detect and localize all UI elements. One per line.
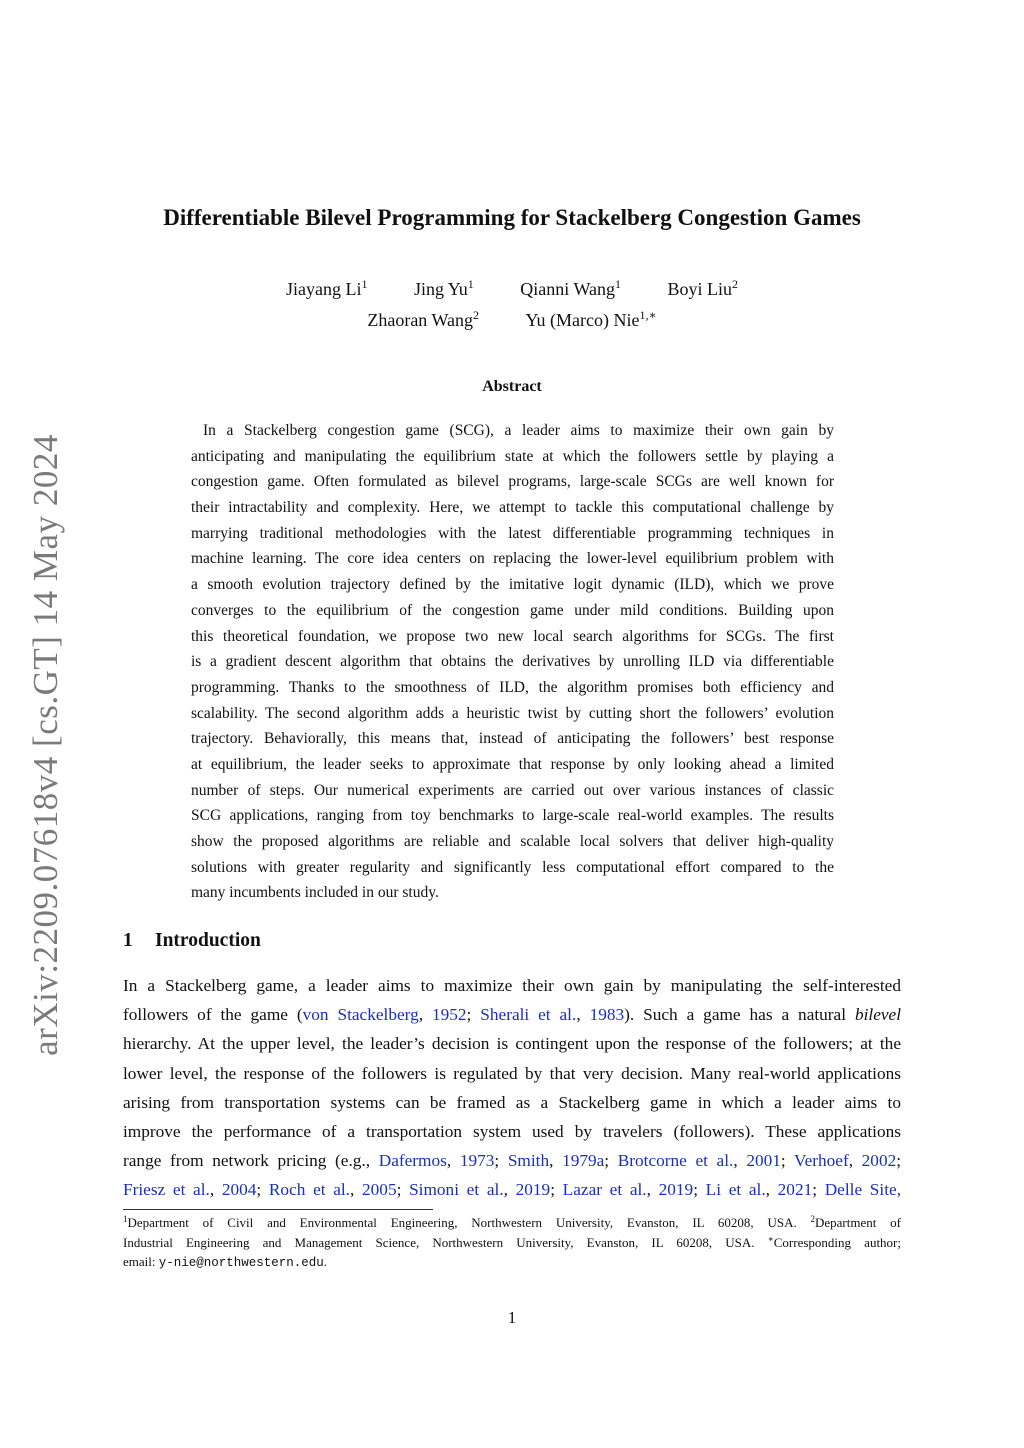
abstract-line: number of steps. Our numerical experiments are carried out over various instances of classic [191, 781, 834, 799]
text-run: , [765, 1180, 778, 1200]
intro-line [123, 1059, 901, 1088]
text-run: , [503, 1180, 516, 1200]
text-run: Department of [815, 1215, 901, 1230]
citation-link[interactable]: Simoni et al. [409, 1180, 504, 1200]
citation-link[interactable]: 2021 [777, 1180, 813, 1200]
text-run: ; [466, 1005, 481, 1025]
text-run: ; [256, 1180, 269, 1200]
citation-link[interactable]: Li et al. [705, 1180, 766, 1200]
section-heading [123, 930, 261, 952]
section-number: 1 [123, 930, 133, 951]
citation-link[interactable]: Lazar et al. [562, 1180, 647, 1200]
abstract-line: a smooth evolution trajectory defined by the imitative logit dynamic (ILD), which we prove [191, 576, 834, 594]
footnote-marker: 1 [123, 1214, 128, 1224]
author [414, 279, 474, 300]
abstract-line: trajectory. Behaviorally, this means that, instead of anticipating the followers’ best response [191, 730, 834, 748]
intro-line [123, 1000, 901, 1029]
text-run: , [848, 1151, 862, 1171]
intro-line [123, 1117, 901, 1146]
author-name: Boyi Liu [667, 279, 733, 299]
emphasized-text: bilevel [854, 1005, 902, 1025]
citation-link[interactable]: 1952 [431, 1005, 467, 1025]
abstract-body [191, 418, 834, 906]
author [520, 279, 621, 300]
citation-link[interactable]: 2019 [658, 1180, 694, 1200]
text-run: . [323, 1254, 328, 1269]
author-name: Yu (Marco) Nie [525, 310, 640, 330]
footnote-line [123, 1233, 901, 1253]
text-run: In a Stackelberg game, a leader aims to maximize their own gain by manipulating the self-interested [123, 976, 901, 995]
text-run: , [733, 1151, 747, 1171]
text-run: , [418, 1005, 432, 1025]
citation-link[interactable]: Brotcorne et al. [617, 1151, 734, 1171]
text-run: , [446, 1151, 460, 1171]
text-run: hierarchy. At the upper level, the leader’s decision is contingent upon the response of the followers; at the [123, 1034, 901, 1054]
citation-link[interactable]: 2019 [515, 1180, 551, 1200]
citation-link[interactable]: Sherali et al. [480, 1005, 577, 1025]
citation-link[interactable]: 2001 [746, 1151, 781, 1171]
text-run: lower level, the response of the followers is regulated by that very decision. Many real-world applications [123, 1063, 901, 1083]
citation-link[interactable]: Smith [507, 1151, 550, 1171]
text-run: range from network pricing (e.g., [123, 1151, 379, 1171]
abstract-line: at equilibrium, the leader seeks to approximate that response by only looking ahead a limited [191, 755, 834, 773]
text-run: Corresponding author; [773, 1234, 901, 1250]
text-run: arising from transportation systems can be framed as a Stackelberg game in which a leader aims to [123, 1092, 901, 1112]
text-run: email: [123, 1254, 159, 1269]
citation-link[interactable]: Dafermos [378, 1151, 447, 1171]
abstract-line: SCG applications, ranging from toy benchmarks to large-scale real-world examples. The results [191, 807, 834, 825]
author-name: Jiayang Li [285, 279, 362, 299]
arxiv-identifier: arXiv:2209.07618v4 [cs.GT] 14 May 2024 [26, 434, 65, 1056]
abstract-line: marrying traditional methodologies with the latest differentiable programming techniques in [191, 524, 834, 542]
author-name: Qianni Wang [520, 279, 615, 299]
author-affiliation: 1 [361, 277, 368, 291]
text-run: followers of the game ( [123, 1005, 303, 1025]
citation-link[interactable]: Roch et al. [268, 1180, 351, 1200]
intro-line [123, 1146, 901, 1175]
text-run: ; [812, 1180, 825, 1200]
abstract-line: anticipating and manipulating the equilibrium state at which the followers settle by playing a [191, 447, 834, 465]
text-run: , [209, 1180, 222, 1200]
abstract-line: congestion game. Often formulated as bilevel programs, large-scale SCGs are well known for [191, 473, 834, 491]
authors-row-1 [0, 279, 1024, 300]
author-affiliation: 2 [473, 308, 480, 322]
text-run: improve the performance of a transportation system used by travelers (followers). These applications [123, 1121, 901, 1141]
page-number: 1 [507, 1308, 517, 1327]
text-run: , [646, 1180, 659, 1200]
text-run: Department of Civil and Environmental Engineering, Northwestern University, Evanston, IL 60208, USA. [127, 1215, 811, 1230]
text-run: ; [550, 1180, 563, 1200]
citation-link[interactable]: Friesz et al. [123, 1180, 210, 1200]
text-run: ; [604, 1151, 618, 1171]
citation-link[interactable]: 2005 [362, 1180, 397, 1200]
email-address[interactable]: y-nie@northwestern.edu [158, 1256, 324, 1270]
intro-line [123, 1088, 901, 1117]
text-run: ; [396, 1180, 410, 1200]
author [526, 310, 657, 331]
abstract-line: many incumbents included in our study. [191, 884, 439, 902]
abstract-line: scalability. The second algorithm adds a heuristic twist by cutting short the followers’ evolution [191, 704, 834, 722]
author-affiliation: 1 [615, 277, 621, 291]
citation-link[interactable]: 2002 [861, 1151, 897, 1171]
text-run: , [576, 1005, 590, 1025]
text-run: ). Such a game has a natural [624, 1005, 855, 1025]
text-run: ; [896, 1151, 902, 1171]
abstract-line: converges to the equilibrium of the congestion game under mild conditions. Building upon [191, 601, 834, 619]
citation-link[interactable]: 2004 [221, 1180, 257, 1200]
footnote-marker: 2 [810, 1214, 815, 1224]
abstract-line: programming. Thanks to the smoothness of ILD, the algorithm promises both efficiency and [191, 678, 834, 696]
citation-link[interactable]: 1983 [589, 1005, 625, 1025]
footnote-line [123, 1213, 901, 1233]
author [668, 279, 739, 300]
footnote-line [123, 1252, 901, 1272]
intro-line [123, 1175, 901, 1204]
footnote-marker: ∗ [767, 1233, 774, 1244]
abstract-line: their intractability and complexity. Here, we attempt to tackle this computational challenge by [191, 499, 834, 517]
footnote [123, 1213, 901, 1272]
author [367, 310, 479, 331]
text-run: Industrial Engineering and Management Science, Northwestern University, Evanston, IL 60208, USA. [123, 1234, 768, 1250]
abstract-heading: Abstract [482, 378, 542, 395]
citation-link[interactable]: von Stackelberg [302, 1005, 419, 1025]
authors-row-2 [0, 310, 1024, 331]
author-name: Jing Yu [413, 279, 468, 299]
author-name: Zhaoran Wang [367, 310, 474, 330]
abstract-line: is a gradient descent algorithm that obtains the derivatives by unrolling ILD via differentiable [191, 653, 834, 671]
abstract-line: show the proposed algorithms are reliable and scalable local solvers that deliver high-quality [191, 833, 834, 850]
introduction-paragraph [123, 971, 901, 1205]
paper-title: Differentiable Bilevel Programming for Stackelberg Congestion Games [163, 205, 861, 230]
text-run: ; [780, 1151, 794, 1171]
citation-link[interactable]: Delle Site, [824, 1180, 902, 1200]
author-affiliation: 1 [467, 277, 474, 291]
citation-link[interactable]: Verhoef [794, 1151, 849, 1171]
text-run: ; [693, 1180, 706, 1200]
text-run: ; [494, 1151, 508, 1171]
abstract-line: this theoretical foundation, we propose two new local search algorithms for SCGs. The first [191, 627, 834, 645]
citation-link[interactable]: 1973 [459, 1151, 495, 1171]
author [286, 279, 367, 300]
footnote-rule [123, 1209, 433, 1210]
text-run: , [549, 1151, 563, 1171]
author-affiliation: 1,∗ [639, 308, 657, 322]
intro-line [123, 971, 901, 1000]
abstract-line: machine learning. The core idea centers on replacing the lower-level equilibrium problem with [191, 550, 834, 568]
abstract-line: solutions with greater regularity and significantly less computational effort compared to the [191, 858, 834, 876]
citation-link[interactable]: 1979a [562, 1151, 605, 1171]
text-run: , [350, 1180, 363, 1200]
author-affiliation: 2 [732, 277, 739, 291]
abstract-line: In a Stackelberg congestion game (SCG), a leader aims to maximize their own gain by [203, 422, 834, 439]
section-title: Introduction [155, 930, 261, 951]
intro-line [123, 1029, 901, 1058]
